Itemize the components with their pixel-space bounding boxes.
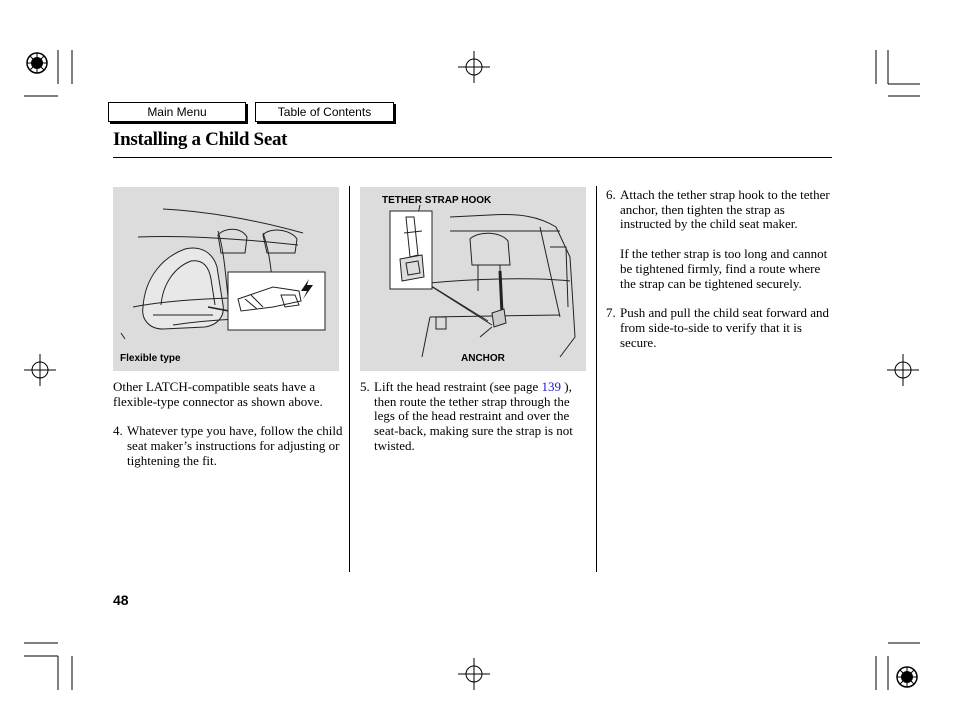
latch-paragraph: Other LATCH-compatible seats have a flexible-type connector as shown above. [113,379,323,409]
column-3-text [606,188,836,350]
step-4 [113,424,345,468]
page-139-link[interactable]: 139 [541,379,561,394]
main-menu-button[interactable]: Main Menu [108,102,246,122]
child-seat-drawing [113,187,339,371]
step-5-number: 5. [360,379,370,394]
step-7-number: 7. [606,305,616,321]
page-title: Installing a Child Seat [113,129,288,150]
step-4-number: 4. [113,423,123,439]
page-number: 48 [113,592,129,608]
flexible-type-caption: Flexible type [120,353,181,364]
column-divider-2 [596,186,597,572]
tether-strap-illustration [360,187,586,371]
step-7 [606,306,836,350]
step-5 [360,380,590,454]
tether-strap-drawing [360,187,586,371]
title-divider [113,157,832,158]
step-5-text-b: ), then route the tether strap through the legs of the head restraint and over the seat-back, making sure the strap is not twisted. [374,379,573,453]
column-1-text [113,380,345,469]
step-7-text: Push and pull the child seat forward and from side-to-side to verify that it is secure. [620,305,830,350]
step-6-note [606,247,836,291]
flexible-type-illustration [113,187,339,371]
step-6-text: Attach the tether strap hook to the tether anchor, then tighten the strap as instructed by the child seat maker. [620,187,830,232]
anchor-caption: ANCHOR [461,353,505,364]
step-4-text: Whatever type you have, follow the child seat maker’s instructions for adjusting or tightening the fit. [127,423,343,468]
step-6 [606,188,836,232]
step-5-text-a: Lift the head restraint (see page [374,379,539,394]
step-6-number: 6. [606,187,616,202]
tether-strap-hook-caption: TETHER STRAP HOOK [382,195,492,206]
step-6-note-text: If the tether strap is too long and cannot be tightened firmly, find a route where the strap can be tightened securely. [620,246,828,291]
column-divider-1 [349,186,350,572]
column-2-text [360,380,590,454]
table-of-contents-button[interactable]: Table of Contents [255,102,394,122]
